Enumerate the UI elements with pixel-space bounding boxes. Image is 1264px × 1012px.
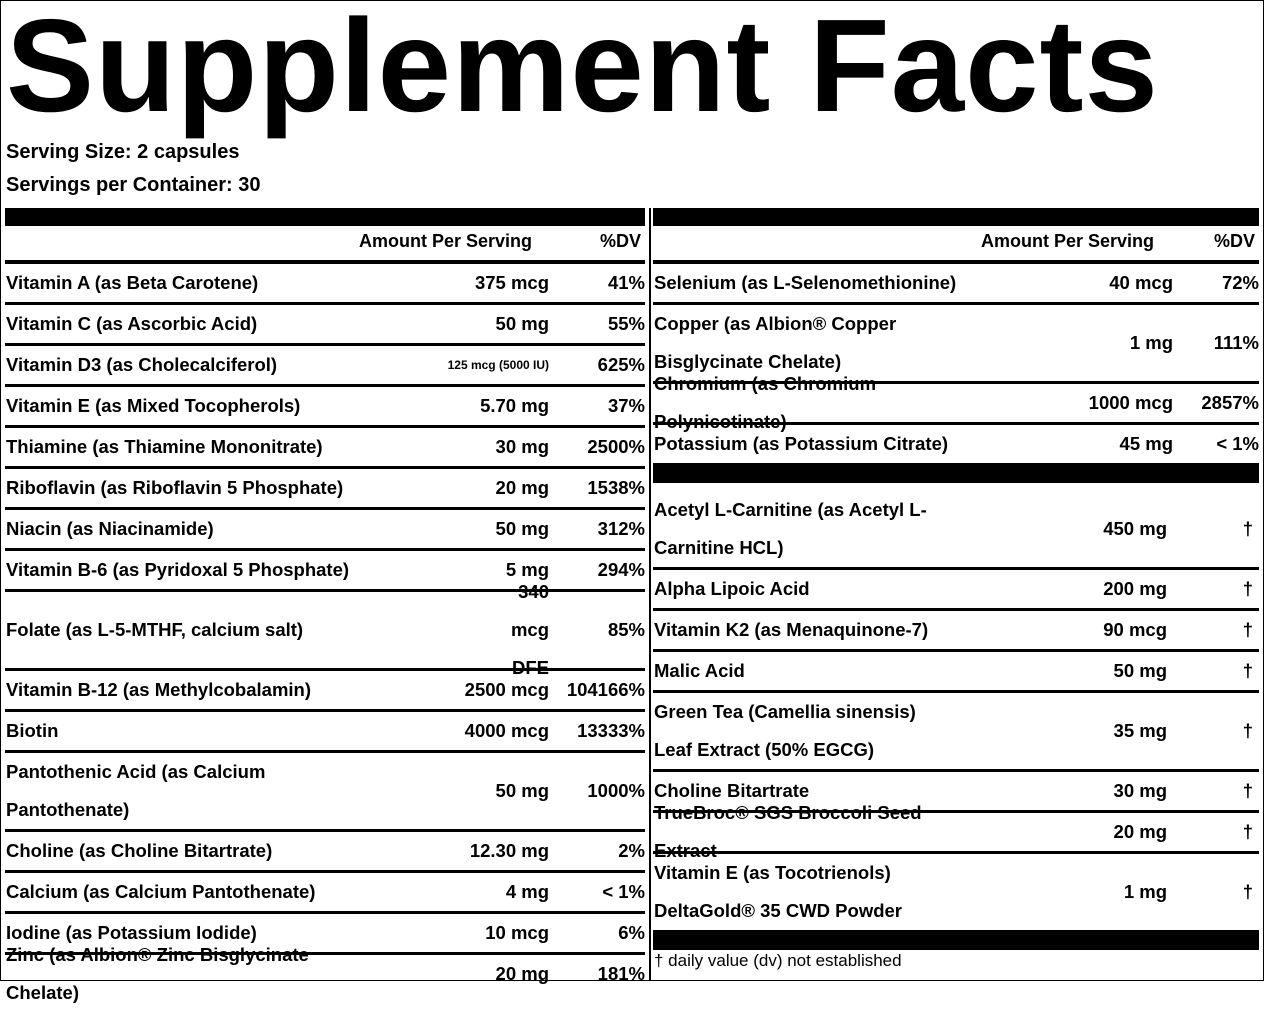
nutrient-name: Thiamine (as Thiamine Mononitrate) [6, 436, 323, 457]
nutrient-name: Alpha Lipoic Acid [654, 578, 810, 599]
nutrient-amount: 125 mcg (5000 IU) [447, 358, 549, 372]
nutrient-dv: 85% [607, 619, 645, 640]
servings-per-container: Servings per Container: 30 [6, 174, 261, 196]
nutrient-amount: 50 mg [495, 518, 549, 539]
nutrient-dv: 625% [597, 354, 645, 375]
nutrient-name: Niacin (as Niacinamide) [6, 518, 214, 539]
page-title: Supplement Facts [6, 0, 1159, 139]
nutrient-row [5, 264, 645, 305]
nutrient-dv: † [1242, 619, 1253, 640]
nutrient-dv: † [1242, 821, 1253, 842]
amount-header: Amount Per Serving [981, 231, 1155, 251]
nutrient-amount: 5.70 mg [480, 395, 549, 416]
nutrient-dv: 312% [597, 518, 645, 539]
nutrient-dv: † [1242, 780, 1253, 801]
nutrient-row [5, 469, 645, 510]
nutrient-dv: 37% [607, 395, 645, 416]
nutrient-dv: † [1242, 518, 1253, 539]
header-bar [653, 208, 1259, 226]
nutrient-amount: 30 mg [1113, 780, 1167, 801]
nutrient-row [5, 832, 645, 873]
nutrient-row [653, 693, 1259, 772]
nutrient-dv: † [1242, 660, 1253, 681]
nutrient-dv: 111% [1213, 332, 1259, 353]
end-bar [653, 930, 1259, 950]
nutrient-dv: 294% [597, 559, 645, 580]
nutrient-amount: 20 mg [495, 963, 549, 984]
nutrient-amount: 4 mg [505, 881, 549, 902]
header-bar [5, 208, 645, 226]
nutrient-name: Pantothenic Acid (as Calcium Pantothenate) [6, 761, 266, 820]
nutrient-amount: 5 mg [505, 559, 549, 580]
nutrient-name: Calcium (as Calcium Pantothenate) [6, 881, 316, 902]
nutrient-row [5, 428, 645, 469]
right-table-body-2 [653, 491, 1259, 930]
nutrient-amount: 1000 mcg [1088, 392, 1173, 413]
nutrient-amount: 50 mg [1113, 660, 1167, 681]
nutrient-amount: 4000 mcg [464, 720, 549, 741]
serving-size: Serving Size: 2 capsules [6, 141, 240, 163]
nutrient-row [5, 944, 645, 1003]
nutrient-dv: † [1242, 720, 1253, 741]
nutrient-dv: 2857% [1201, 392, 1259, 413]
nutrient-name: Chromium (as Chromium Polynicotinate) [654, 373, 877, 432]
nutrient-name: Vitamin B-6 (as Pyridoxal 5 Phosphate) [6, 559, 350, 580]
nutrient-amount: 45 mg [1119, 433, 1173, 454]
nutrient-amount: 90 mcg [1103, 619, 1167, 640]
nutrient-amount: 1 mg [1129, 332, 1173, 353]
nutrient-dv: 1000% [587, 780, 645, 801]
nutrient-amount: 2500 mcg [464, 679, 549, 700]
nutrient-row [653, 570, 1259, 611]
nutrient-amount: 10 mcg [485, 922, 549, 943]
nutrient-name: Green Tea (Camellia sinensis) Leaf Extract (50% EGCG) [654, 701, 916, 760]
nutrient-amount: 375 mcg [474, 272, 549, 293]
nutrient-name: Choline Bitartrate [654, 780, 810, 801]
nutrient-dv: 6% [618, 922, 645, 943]
nutrient-amount: 50 mg [495, 780, 549, 801]
nutrient-row [5, 551, 645, 592]
nutrient-row [653, 802, 1259, 861]
nutrient-dv: 55% [607, 313, 645, 334]
nutrient-row [5, 346, 645, 387]
nutrient-amount: 40 mcg [1109, 272, 1173, 293]
left-panel [5, 208, 645, 1003]
nutrient-amount: 20 mg [1113, 821, 1167, 842]
table-header [5, 226, 645, 264]
nutrient-name: Vitamin B-12 (as Methylcobalamin) [6, 679, 311, 700]
nutrient-row [5, 510, 645, 551]
nutrient-name: Vitamin D3 (as Cholecalciferol) [6, 354, 278, 375]
left-table-body [5, 264, 645, 1003]
nutrient-name: Iodine (as Potassium Iodide) [6, 922, 257, 943]
nutrient-row [653, 611, 1259, 652]
nutrient-name: Zinc (as Albion® Zinc Bisglycinate Chelate) [6, 944, 309, 1003]
nutrient-dv: < 1% [1216, 433, 1259, 454]
nutrient-name: Vitamin A (as Beta Carotene) [6, 272, 259, 293]
nutrient-name: Vitamin K2 (as Menaquinone-7) [654, 619, 929, 640]
nutrient-dv: 1538% [587, 477, 645, 498]
nutrient-row [5, 305, 645, 346]
amount-header: Amount Per Serving [359, 231, 533, 251]
nutrient-name: Vitamin E (as Tocotrienols) DeltaGold® 35 CWD Powder [654, 862, 902, 921]
dv-header: %DV [599, 231, 641, 251]
nutrient-row [5, 581, 645, 678]
nutrient-dv: < 1% [602, 881, 645, 902]
nutrient-name: Copper (as Albion® Copper Bisglycinate Chelate) [654, 313, 897, 372]
nutrient-dv: 72% [1221, 272, 1259, 293]
nutrient-dv: 2% [618, 840, 645, 861]
table-header [653, 226, 1259, 264]
dv-header: %DV [1213, 231, 1255, 251]
nutrient-row [653, 264, 1259, 305]
right-panel [653, 208, 1259, 972]
nutrient-amount: 20 mg [495, 477, 549, 498]
nutrient-amount: 30 mg [495, 436, 549, 457]
nutrient-name: TrueBroc® SGS Broccoli Seed Extract [654, 802, 922, 861]
nutrient-name: Folate (as L-5-MTHF, calcium salt) [6, 619, 304, 640]
nutrient-name: Potassium (as Potassium Citrate) [654, 433, 949, 454]
nutrient-amount: 1 mg [1123, 881, 1167, 902]
right-table-body [653, 264, 1259, 463]
nutrient-row [653, 491, 1259, 570]
nutrient-dv: † [1242, 881, 1253, 902]
nutrient-amount: 50 mg [495, 313, 549, 334]
nutrient-dv: 13333% [577, 720, 645, 741]
footnote: † daily value (dv) not established [654, 951, 902, 970]
nutrient-amount: 200 mg [1103, 578, 1167, 599]
nutrient-row [5, 712, 645, 753]
nutrient-name: Malic Acid [654, 660, 745, 681]
nutrient-name: Biotin [6, 720, 59, 741]
nutrient-dv: † [1242, 578, 1253, 599]
nutrient-dv: 104166% [566, 679, 645, 700]
nutrient-row [5, 753, 645, 832]
nutrient-dv: 41% [607, 272, 645, 293]
nutrient-name: Vitamin C (as Ascorbic Acid) [6, 313, 258, 334]
nutrient-row [653, 425, 1259, 463]
nutrient-dv: 2500% [587, 436, 645, 457]
nutrient-amount: 450 mg [1103, 518, 1167, 539]
nutrient-row [5, 387, 645, 428]
nutrient-amount: 12.30 mg [469, 840, 549, 861]
nutrient-name: Selenium (as L-Selenomethionine) [654, 272, 957, 293]
nutrient-name: Choline (as Choline Bitartrate) [6, 840, 273, 861]
nutrient-row [653, 373, 1259, 432]
nutrient-dv: 181% [597, 963, 645, 984]
nutrient-row [653, 652, 1259, 693]
nutrient-amount: 35 mg [1113, 720, 1167, 741]
nutrient-amount: 340 mcg DFE [510, 581, 549, 678]
nutrient-name: Vitamin E (as Mixed Tocopherols) [6, 395, 301, 416]
column-divider [649, 208, 651, 981]
nutrient-name: Acetyl L-Carnitine (as Acetyl L-Carnitine HCL) [654, 499, 927, 558]
nutrient-name: Riboflavin (as Riboflavin 5 Phosphate) [6, 477, 344, 498]
nutrient-row [5, 671, 645, 712]
nutrient-row [653, 854, 1259, 930]
nutrient-row [5, 873, 645, 914]
section-divider-bar [653, 463, 1259, 483]
